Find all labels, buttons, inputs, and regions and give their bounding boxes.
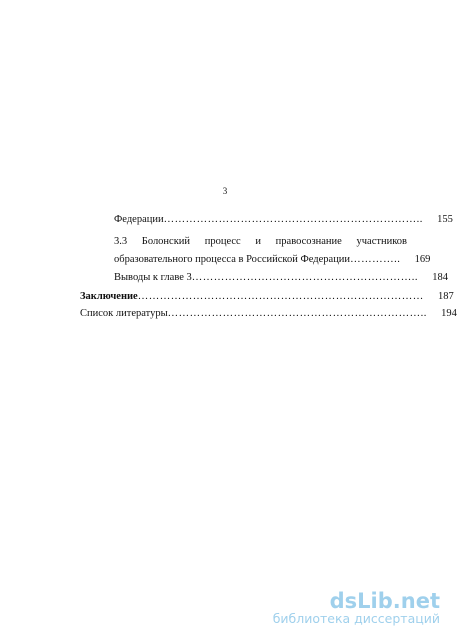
toc-leader-dots: ……………………………………………………………………	[137, 291, 424, 302]
toc-word: правосознание	[275, 236, 342, 247]
toc-page-number: 169	[414, 254, 431, 265]
toc-page-number: 155	[437, 214, 453, 225]
toc-entry-conclusions	[114, 271, 448, 285]
toc-entry-text: Федерации	[114, 214, 164, 225]
toc-section-number: 3.3	[114, 236, 128, 247]
dslib-logo: dsLib.net	[329, 589, 440, 613]
toc-page-number: 184	[432, 272, 448, 283]
toc-leader-dots: …………..	[350, 254, 401, 265]
toc-page-number: 187	[437, 291, 454, 302]
dslib-watermark	[273, 590, 440, 626]
toc-word: процесс	[204, 236, 241, 247]
toc-entry-text: Список литературы	[80, 308, 168, 319]
toc-entry-conclusion	[80, 290, 454, 304]
toc-page-number: 194	[441, 308, 457, 319]
toc-entry-3-3-line1	[114, 235, 407, 249]
toc-word: участников	[356, 236, 407, 247]
toc-word: и	[255, 236, 261, 247]
toc-entry-literature	[80, 307, 457, 321]
page-number: 3	[222, 186, 228, 196]
toc-leader-dots: ……………………………………………………………..	[163, 214, 423, 225]
toc-entry-text: Выводы к главе 3	[114, 272, 192, 283]
toc-word: Болонский	[141, 236, 191, 247]
toc-entry-text: Заключение	[80, 291, 138, 302]
toc-leader-dots: ……………………………………………………..	[191, 272, 418, 283]
toc-entry-text: образовательного процесса в Российской Федерации	[114, 254, 351, 265]
toc-entry-3-3-line2	[114, 253, 431, 267]
toc-leader-dots: ……………………………………………………………..	[167, 308, 427, 319]
toc-entry-federation	[114, 213, 453, 227]
dslib-subtitle: библиотека диссертаций	[272, 611, 440, 626]
